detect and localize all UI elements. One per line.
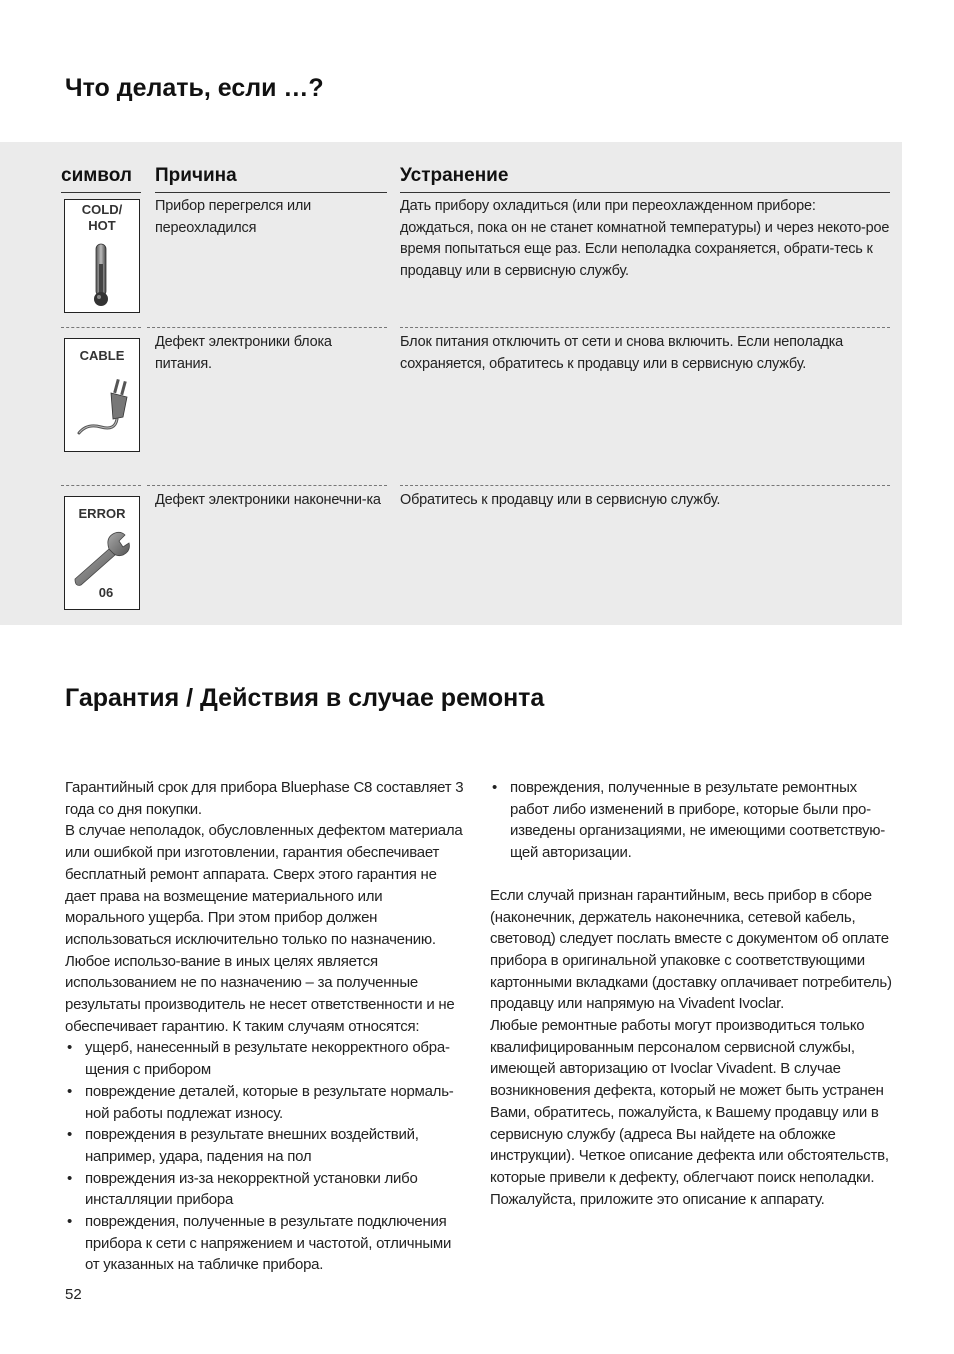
row-divider — [61, 485, 141, 486]
warranty-right-column — [490, 777, 892, 1210]
section-title-warranty: Гарантия / Действия в случае ремонта — [65, 684, 545, 712]
warranty-paragraph: Любые ремонтные работы могут производиться только квалифицированным персоналом сервисной службы, имеющей авторизацию от Ivoclar Vivadent. В случае возникновения дефекта, который не может быть устранен Вами, обратитесь, пожалуйста, к Вашему продавцу или в сервисную службу (адреса Вы найдете на обложке инструкции). Четкое описание дефекта или обстоятельств, которые привели к дефекту, облегчают поиск неполадки. Пожалуйста, приложите это описание к аппарату. — [490, 1017, 889, 1208]
symbol-label: CABLE — [79, 348, 125, 363]
list-item: • повреждения в результате внешних воздействий, например, удара, падения на пол — [65, 1124, 465, 1167]
page-title-troubleshooting: Что делать, если …? — [65, 74, 324, 102]
symbol-cable — [64, 338, 140, 452]
symbol-label: COLD/ HOT — [81, 202, 123, 233]
symbol-cold-hot — [64, 199, 140, 313]
list-item: • ущерб, нанесенный в результате некорректного обра-щения с прибором — [65, 1037, 465, 1080]
list-item: • повреждения из-за некорректной установки либо инсталляции прибора — [65, 1168, 465, 1211]
thermometer-icon — [65, 200, 141, 314]
list-item: • повреждение деталей, которые в результате нормаль-ной работы подлежат износу. — [65, 1081, 465, 1124]
remedy-cell: Обратитесь к продавцу или в сервисную службу. — [400, 492, 721, 508]
cause-cell: Прибор перегрелся или переохладился — [155, 198, 312, 236]
warranty-paragraph: Гарантийный срок для прибора Bluephase C8 составляет 3 года со дня покупки. — [65, 779, 464, 818]
header-rule — [61, 192, 141, 193]
symbol-error — [64, 496, 140, 610]
symbol-label: ERROR — [78, 506, 126, 521]
row-divider — [147, 327, 387, 328]
row-divider — [147, 485, 387, 486]
row-divider — [400, 327, 890, 328]
row-divider — [400, 485, 890, 486]
column-header-symbol: символ — [61, 165, 132, 186]
row-divider — [61, 327, 141, 328]
page-number: 52 — [65, 1286, 82, 1303]
warranty-paragraph: Если случай признан гарантийным, весь прибор в сборе (наконечник, держатель наконечника, сетевой кабель, световод) следует послать вместе с документом об оплате прибора в оригинальной упаковке с соответствующими картонными вкладками (доставку оплачивает потребитель) продавцу или напрямую на Vivadent Ivoclar. — [490, 886, 892, 1013]
error-code: 06 — [98, 585, 114, 600]
cause-cell: Дефект электроники наконечни-ка — [155, 492, 381, 508]
remedy-cell: Блок питания отключить от сети и снова включить. Если неполадка сохраняется, обратитесь к продавцу или в сервисную службу. — [400, 334, 844, 372]
column-header-cause: Причина — [155, 165, 237, 186]
list-item: • повреждения, полученные в результате ремонтных работ либо изменений в приборе, которые были про-изведены организациями, не имеющими соответствую-щей авторизации. — [490, 777, 892, 864]
power-plug-icon — [65, 339, 141, 453]
header-rule — [155, 192, 387, 193]
column-header-remedy: Устранение — [400, 165, 509, 186]
warranty-paragraph: В случае неполадок, обусловленных дефектом материала или ошибкой при изготовлении, гарантия обеспечивает бесплатный ремонт аппарата. Сверх этого гарантия не дает права на возмещение материального или морального ущерба. При этом прибор должен использоваться исключительно только по назначению. Любое использо-вание в иных целях является использованием не по назначению – за полученные результаты производитель не несет ответственности и не обеспечивает гарантию. К таким случаям относятся: — [65, 822, 463, 1035]
header-rule — [400, 192, 890, 193]
cause-cell: Дефект электроники блока питания. — [155, 334, 332, 372]
list-item: • повреждения, полученные в результате подключения прибора к сети с напряжением и частотой, отличными от указанных на табличке прибора. — [65, 1211, 465, 1276]
remedy-cell: Дать прибору охладиться (или при переохлажденном приборе: дождаться, пока он не станет комнатной температуры) и через некото-рое время попытаться еще раз. Если неполадка сохраняется, обрати-тесь к продавцу или в сервисную службу. — [400, 198, 890, 279]
warranty-left-column — [65, 777, 465, 1276]
